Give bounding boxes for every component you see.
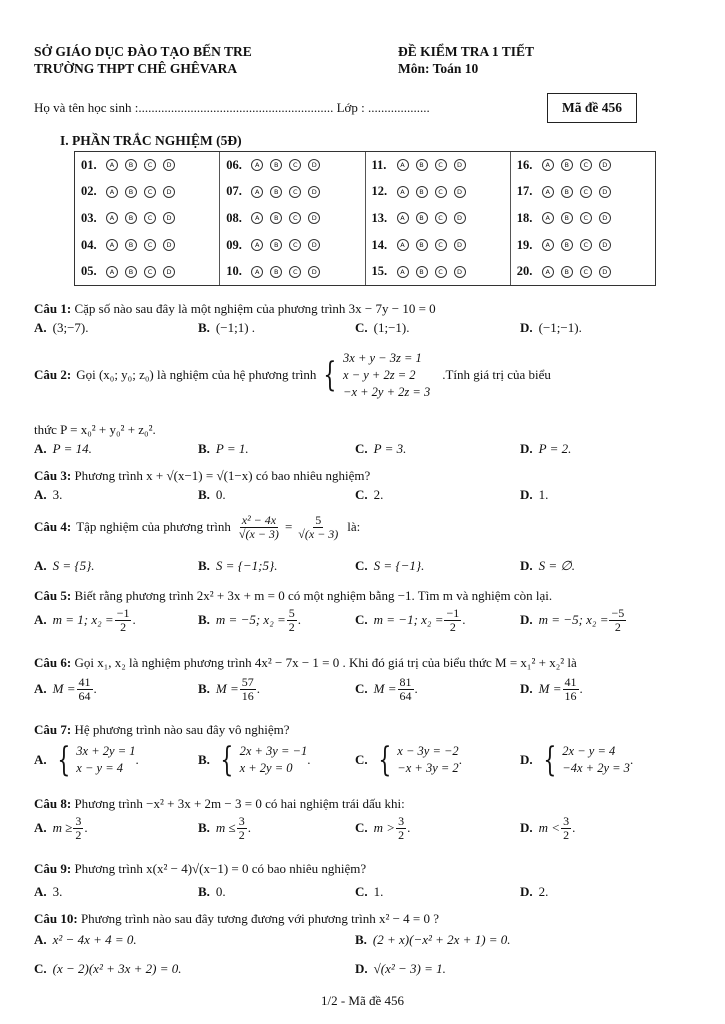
q5-option-d[interactable]: D. m = −5; x₂ = $\frac{-5}{2}$ [520, 606, 625, 634]
q1-option-d[interactable]: D. (−1;−1). [520, 320, 582, 335]
answer-bubble-c[interactable]: C [580, 159, 592, 171]
answer-bubble-c[interactable]: C [580, 212, 592, 224]
answer-bubble-d[interactable]: D [163, 186, 175, 198]
answer-row [517, 205, 655, 232]
q2-option-c[interactable]: C. P = 3. [355, 441, 407, 456]
equation-system: { 3x + y − 3z = 1 x − y + 2z = 2 −x + 2y + 2z = 3 [323, 351, 431, 399]
answer-bubble-c[interactable]: C [435, 186, 447, 198]
q6-option-d[interactable]: D. M = $\frac{41}{16}$ . [520, 675, 583, 703]
answer-bubble-a[interactable]: A [542, 159, 554, 171]
question-number: 20. [516, 264, 533, 279]
q10-option-d[interactable]: D. √(x² − 3) = 1. [355, 961, 446, 976]
answer-bubble-b[interactable]: B [270, 159, 282, 171]
answer-row [372, 205, 510, 232]
question-number: 19. [516, 237, 533, 252]
question-9: Câu 9: Phương trình x(x² − 4)√(x−1) = 0 có bao nhiêu nghiệm? [34, 861, 367, 876]
answer-row [372, 258, 510, 285]
answer-bubble-b[interactable]: B [561, 239, 573, 251]
answer-bubble-a[interactable]: A [251, 212, 263, 224]
q8-option-d[interactable]: D. m < $\frac{3}{2}$ . [520, 814, 576, 842]
answer-bubble-d[interactable]: D [163, 239, 175, 251]
answer-bubble-d[interactable]: D [599, 212, 611, 224]
answer-bubble-b[interactable]: B [416, 186, 428, 198]
answer-row [81, 152, 219, 179]
q9-option-b[interactable]: B. 0. [198, 884, 226, 899]
answer-bubble-d[interactable]: D [163, 159, 175, 171]
q10-option-b[interactable]: B. (2 + x)(−x² + 2x + 1) = 0. [355, 932, 511, 947]
q4-option-a[interactable]: A. S = {5}. [34, 558, 95, 573]
question-number: 08. [226, 210, 242, 225]
answer-bubble-b[interactable]: B [416, 212, 428, 224]
answer-bubble-b[interactable]: B [561, 159, 573, 171]
answer-bubble-b[interactable]: B [125, 239, 137, 251]
answer-row [81, 205, 219, 232]
answer-bubble-b[interactable]: B [270, 266, 282, 278]
q6-option-b[interactable]: B. M = $\frac{57}{16}$ . [198, 675, 261, 703]
q3-option-b[interactable]: B. 0. [198, 487, 226, 502]
question-text: Gọi (x₀; y₀; z₀) là nghiệm của hệ phương trình [76, 367, 317, 383]
q9-option-d[interactable]: D. 2. [520, 884, 549, 899]
answer-bubble-a[interactable]: A [542, 212, 554, 224]
department-name: SỞ GIÁO DỤC ĐÀO TẠO BẾN TRE [34, 44, 252, 59]
answer-bubble-c[interactable]: C [435, 266, 447, 278]
answer-bubble-d[interactable]: D [308, 186, 320, 198]
answer-row [226, 179, 364, 206]
q10-option-a[interactable]: A. x² − 4x + 4 = 0. [34, 932, 137, 947]
q3-option-a[interactable]: A. 3. [34, 487, 63, 502]
page-footer: 1/2 - Mã đề 456 [320, 993, 405, 1008]
q9-option-a[interactable]: A. 3. [34, 884, 63, 899]
answer-bubble-d[interactable]: D [599, 186, 611, 198]
answer-bubble-d[interactable]: D [454, 239, 466, 251]
answer-bubble-a[interactable]: A [542, 186, 554, 198]
answer-bubble-a[interactable]: A [397, 186, 409, 198]
exam-subject: Môn: Toán 10 [398, 61, 479, 76]
question-number: 16. [516, 157, 533, 172]
q8-option-a[interactable]: A. m ≥ $\frac{3}{2}$ . [34, 814, 88, 842]
grid-column [366, 152, 511, 285]
answer-bubble-d[interactable]: D [454, 212, 466, 224]
answer-bubble-d[interactable]: D [163, 266, 175, 278]
question-number: 17. [516, 184, 533, 199]
answer-bubble-b[interactable]: B [561, 212, 573, 224]
answer-bubble-c[interactable]: C [435, 159, 447, 171]
q9-option-c[interactable]: C. 1. [355, 884, 384, 899]
question-8: Câu 8: Phương trình −x² + 3x + 2m − 3 = 0 có hai nghiệm trái dấu khi: [34, 796, 405, 811]
answer-row [226, 258, 364, 285]
q4-option-b[interactable]: B. S = {−1;5}. [198, 558, 278, 573]
q2-option-b[interactable]: B. P = 1. [198, 441, 249, 456]
answer-bubble-a[interactable]: A [106, 186, 118, 198]
answer-bubble-c[interactable]: C [435, 212, 447, 224]
question-number: 11. [371, 157, 387, 172]
grid-column [511, 152, 655, 285]
answer-bubble-d[interactable]: D [599, 239, 611, 251]
exam-code-box: Mã đề 456 [547, 93, 637, 123]
question-5: Câu 5: Biết rằng phương trình 2x² + 3x + m = 0 có một nghiệm bằng −1. Tìm m và nghiệm còn lại. [34, 588, 553, 603]
answer-row [517, 232, 655, 259]
question-text: Phương trình x(x² − 4)√(x−1) = 0 có bao nhiêu nghiệm? [74, 861, 367, 876]
answer-bubble-a[interactable]: A [106, 159, 118, 171]
answer-row [81, 258, 219, 285]
answer-bubble-b[interactable]: B [270, 186, 282, 198]
answer-bubble-d[interactable]: D [454, 266, 466, 278]
answer-row [226, 232, 364, 259]
question-text: Gọi x₁, x₂ là nghiệm phương trình 4x² − 7x − 1 = 0 . Khi đó giá trị của biểu thức M = x₁² + x₂² là [74, 655, 577, 670]
answer-bubble-d[interactable]: D [454, 186, 466, 198]
q4-option-d[interactable]: D. S = ∅. [520, 558, 575, 573]
question-4: Câu 4: Tập nghiệm của phương trình $\frac{\text{x² − 4x}}{√(x - 3)}$ = $\frac{5}{√(x - 3)}$ là: [34, 513, 361, 541]
question-6: Câu 6: Gọi x₁, x₂ là nghiệm phương trình 4x² − 7x − 1 = 0 . Khi đó giá trị của biểu thức M = x₁² + x₂² là [34, 655, 577, 670]
question-text: Phương trình nào sau đây tương đương với phương trình x² − 4 = 0 ? [80, 911, 440, 926]
answer-bubble-a[interactable]: A [397, 212, 409, 224]
answer-bubble-b[interactable]: B [125, 186, 137, 198]
question-10: Câu 10: Phương trình nào sau đây tương đương với phương trình x² − 4 = 0 ? [34, 911, 440, 926]
question-number: 07. [226, 184, 242, 199]
q7-option-a[interactable]: A. { 3x + 2y = 1 x − y = 4 . [34, 740, 139, 780]
exam-title: ĐỀ KIỂM TRA 1 TIẾT [398, 44, 535, 59]
answer-bubble-c[interactable]: C [144, 212, 156, 224]
answer-bubble-b[interactable]: B [270, 212, 282, 224]
answer-bubble-c[interactable]: C [289, 212, 301, 224]
answer-bubble-d[interactable]: D [599, 159, 611, 171]
answer-bubble-d[interactable]: D [599, 266, 611, 278]
section-title: I. PHẦN TRẮC NGHIỆM (5Đ) [60, 133, 242, 148]
student-info-line: Họ và tên học sinh :............................................................ Lớp : ................... [34, 100, 430, 115]
answer-bubble-b[interactable]: B [270, 239, 282, 251]
answer-bubble-a[interactable]: A [397, 266, 409, 278]
question-2-line2: thức P = x₀² + y₀² + z₀². [34, 422, 156, 437]
answer-row [372, 152, 510, 179]
q2-option-a[interactable]: A. P = 14. [34, 441, 92, 456]
question-number: 14. [371, 237, 388, 252]
answer-bubble-a[interactable]: A [106, 266, 118, 278]
question-label: Câu 2: [34, 367, 72, 383]
answer-bubble-d[interactable]: D [308, 212, 320, 224]
answer-bubble-b[interactable]: B [561, 186, 573, 198]
question-text: Hệ phương trình nào sau đây vô nghiệm? [74, 722, 290, 737]
q2-option-d[interactable]: D. P = 2. [520, 441, 572, 456]
answer-row [81, 232, 219, 259]
q3-option-c[interactable]: C. 2. [355, 487, 384, 502]
q5-option-c[interactable]: C. m = −1; x₂ = $\frac{-1}{2}$ . [355, 606, 466, 634]
q5-option-a[interactable]: A. m = 1; x₂ = $\frac{-1}{2}$ . [34, 606, 136, 634]
answer-bubble-b[interactable]: B [561, 266, 573, 278]
q1-option-b[interactable]: B. (−1;1) . [198, 320, 256, 335]
fraction: $\frac{\text{x² − 4x}}{√(x - 3)}$ [238, 513, 279, 541]
answer-bubble-a[interactable]: A [106, 239, 118, 251]
answer-bubble-a[interactable]: A [251, 266, 263, 278]
answer-bubble-c[interactable]: C [289, 159, 301, 171]
answer-bubble-c[interactable]: C [580, 186, 592, 198]
answer-bubble-c[interactable]: C [144, 239, 156, 251]
question-number: 12. [371, 184, 388, 199]
answer-bubble-c[interactable]: C [289, 186, 301, 198]
answer-row [517, 152, 655, 179]
answer-row [226, 205, 364, 232]
answer-bubble-a[interactable]: A [251, 159, 263, 171]
question-text: Cặp số nào sau đây là một nghiệm của phương trình 3x − 7y − 10 = 0 [74, 301, 436, 316]
answer-bubble-c[interactable]: C [580, 266, 592, 278]
question-3: Câu 3: Phương trình x + √(x−1) = √(1−x) có bao nhiêu nghiệm? [34, 468, 371, 483]
question-number: 04. [81, 237, 97, 252]
question-number: 13. [371, 210, 388, 225]
question-number: 02. [81, 184, 97, 199]
answer-bubble-b[interactable]: B [416, 239, 428, 251]
question-1 [34, 301, 436, 317]
q7-option-b[interactable]: B. { 2x + 3y = −1 x + 2y = 0 . [198, 740, 311, 780]
q4-option-c[interactable]: C. S = {−1}. [355, 558, 425, 573]
answer-bubble-b[interactable]: B [125, 159, 137, 171]
q6-option-a[interactable]: A. M = $\frac{41}{64}$ . [34, 675, 97, 703]
answer-row [226, 152, 364, 179]
answer-row [372, 232, 510, 259]
answer-bubble-c[interactable]: C [144, 186, 156, 198]
question-2: Câu 2: Gọi (x₀; y₀; z₀) là nghiệm của hệ phương trình { 3x + y − 3z = 1 x − y + 2z = 2 −x + 2y + 2z = 3 .Tính giá trị của biểu [34, 351, 551, 399]
q7-option-c[interactable]: C. { x − 3y = −2 −x + 3y = 2 . [355, 740, 462, 780]
q3-option-d[interactable]: D. 1. [520, 487, 549, 502]
answer-bubble-b[interactable]: B [416, 266, 428, 278]
answer-bubble-a[interactable]: A [397, 159, 409, 171]
answer-bubble-b[interactable]: B [125, 212, 137, 224]
question-number: 06. [226, 157, 242, 172]
answer-bubble-c[interactable]: C [289, 266, 301, 278]
answer-bubble-c[interactable]: C [144, 266, 156, 278]
answer-bubble-a[interactable]: A [106, 212, 118, 224]
answer-bubble-a[interactable]: A [542, 266, 554, 278]
answer-bubble-d[interactable]: D [308, 266, 320, 278]
question-label: Câu 1: [34, 301, 72, 316]
answer-bubble-b[interactable]: B [125, 266, 137, 278]
answer-bubble-a[interactable]: A [251, 239, 263, 251]
answer-row [372, 179, 510, 206]
question-number: 09. [226, 237, 242, 252]
q1-option-c[interactable]: C. (1;−1). [355, 320, 410, 335]
answer-bubble-c[interactable]: C [435, 239, 447, 251]
answer-bubble-a[interactable]: A [251, 186, 263, 198]
question-number: 15. [371, 264, 388, 279]
question-number: 18. [516, 210, 533, 225]
fraction: $\frac{5}{√(x - 3)}$ [298, 513, 339, 541]
grid-column [220, 152, 365, 285]
answer-bubble-a[interactable]: A [542, 239, 554, 251]
answer-bubble-c[interactable]: C [580, 239, 592, 251]
question-number: 03. [81, 210, 97, 225]
answer-bubble-b[interactable]: B [416, 159, 428, 171]
q1-option-a[interactable]: A. (3;−7). [34, 320, 89, 335]
q8-option-c[interactable]: C. m > $\frac{3}{2}$ . [355, 814, 411, 842]
question-text: Biết rằng phương trình 2x² + 3x + m = 0 có một nghiệm bằng −1. Tìm m và nghiệm còn lại. [74, 588, 553, 603]
question-text: Phương trình x + √(x−1) = √(1−x) có bao nhiêu nghiệm? [74, 468, 371, 483]
question-number: 10. [226, 264, 242, 279]
answer-bubble-c[interactable]: C [289, 239, 301, 251]
answer-row [81, 179, 219, 206]
q7-option-d[interactable]: D. { 2x − y = 4 −4x + 2y = 3 . [520, 740, 634, 780]
question-number: 05. [81, 264, 97, 279]
q8-option-b[interactable]: B. m ≤ $\frac{3}{2}$ . [198, 814, 251, 842]
question-number: 01. [81, 157, 97, 172]
answer-row [517, 179, 655, 206]
answer-grid [74, 151, 656, 286]
answer-bubble-d[interactable]: D [308, 239, 320, 251]
answer-row [517, 258, 655, 285]
q5-option-b[interactable]: B. m = −5; x₂ = $\frac{5}{2}$ . [198, 606, 301, 634]
answer-bubble-d[interactable]: D [308, 159, 320, 171]
q6-option-c[interactable]: C. M = $\frac{81}{64}$ . [355, 675, 418, 703]
question-7: Câu 7: Hệ phương trình nào sau đây vô nghiệm? [34, 722, 290, 737]
question-text: Phương trình −x² + 3x + 2m − 3 = 0 có hai nghiệm trái dấu khi: [74, 796, 405, 811]
answer-bubble-a[interactable]: A [397, 239, 409, 251]
answer-bubble-d[interactable]: D [454, 159, 466, 171]
answer-bubble-d[interactable]: D [163, 212, 175, 224]
q10-option-c[interactable]: C. (x − 2)(x² + 3x + 2) = 0. [34, 961, 182, 976]
school-name: TRƯỜNG THPT CHÊ GHÊVARA [34, 61, 238, 76]
answer-bubble-c[interactable]: C [144, 159, 156, 171]
grid-column [75, 152, 220, 285]
